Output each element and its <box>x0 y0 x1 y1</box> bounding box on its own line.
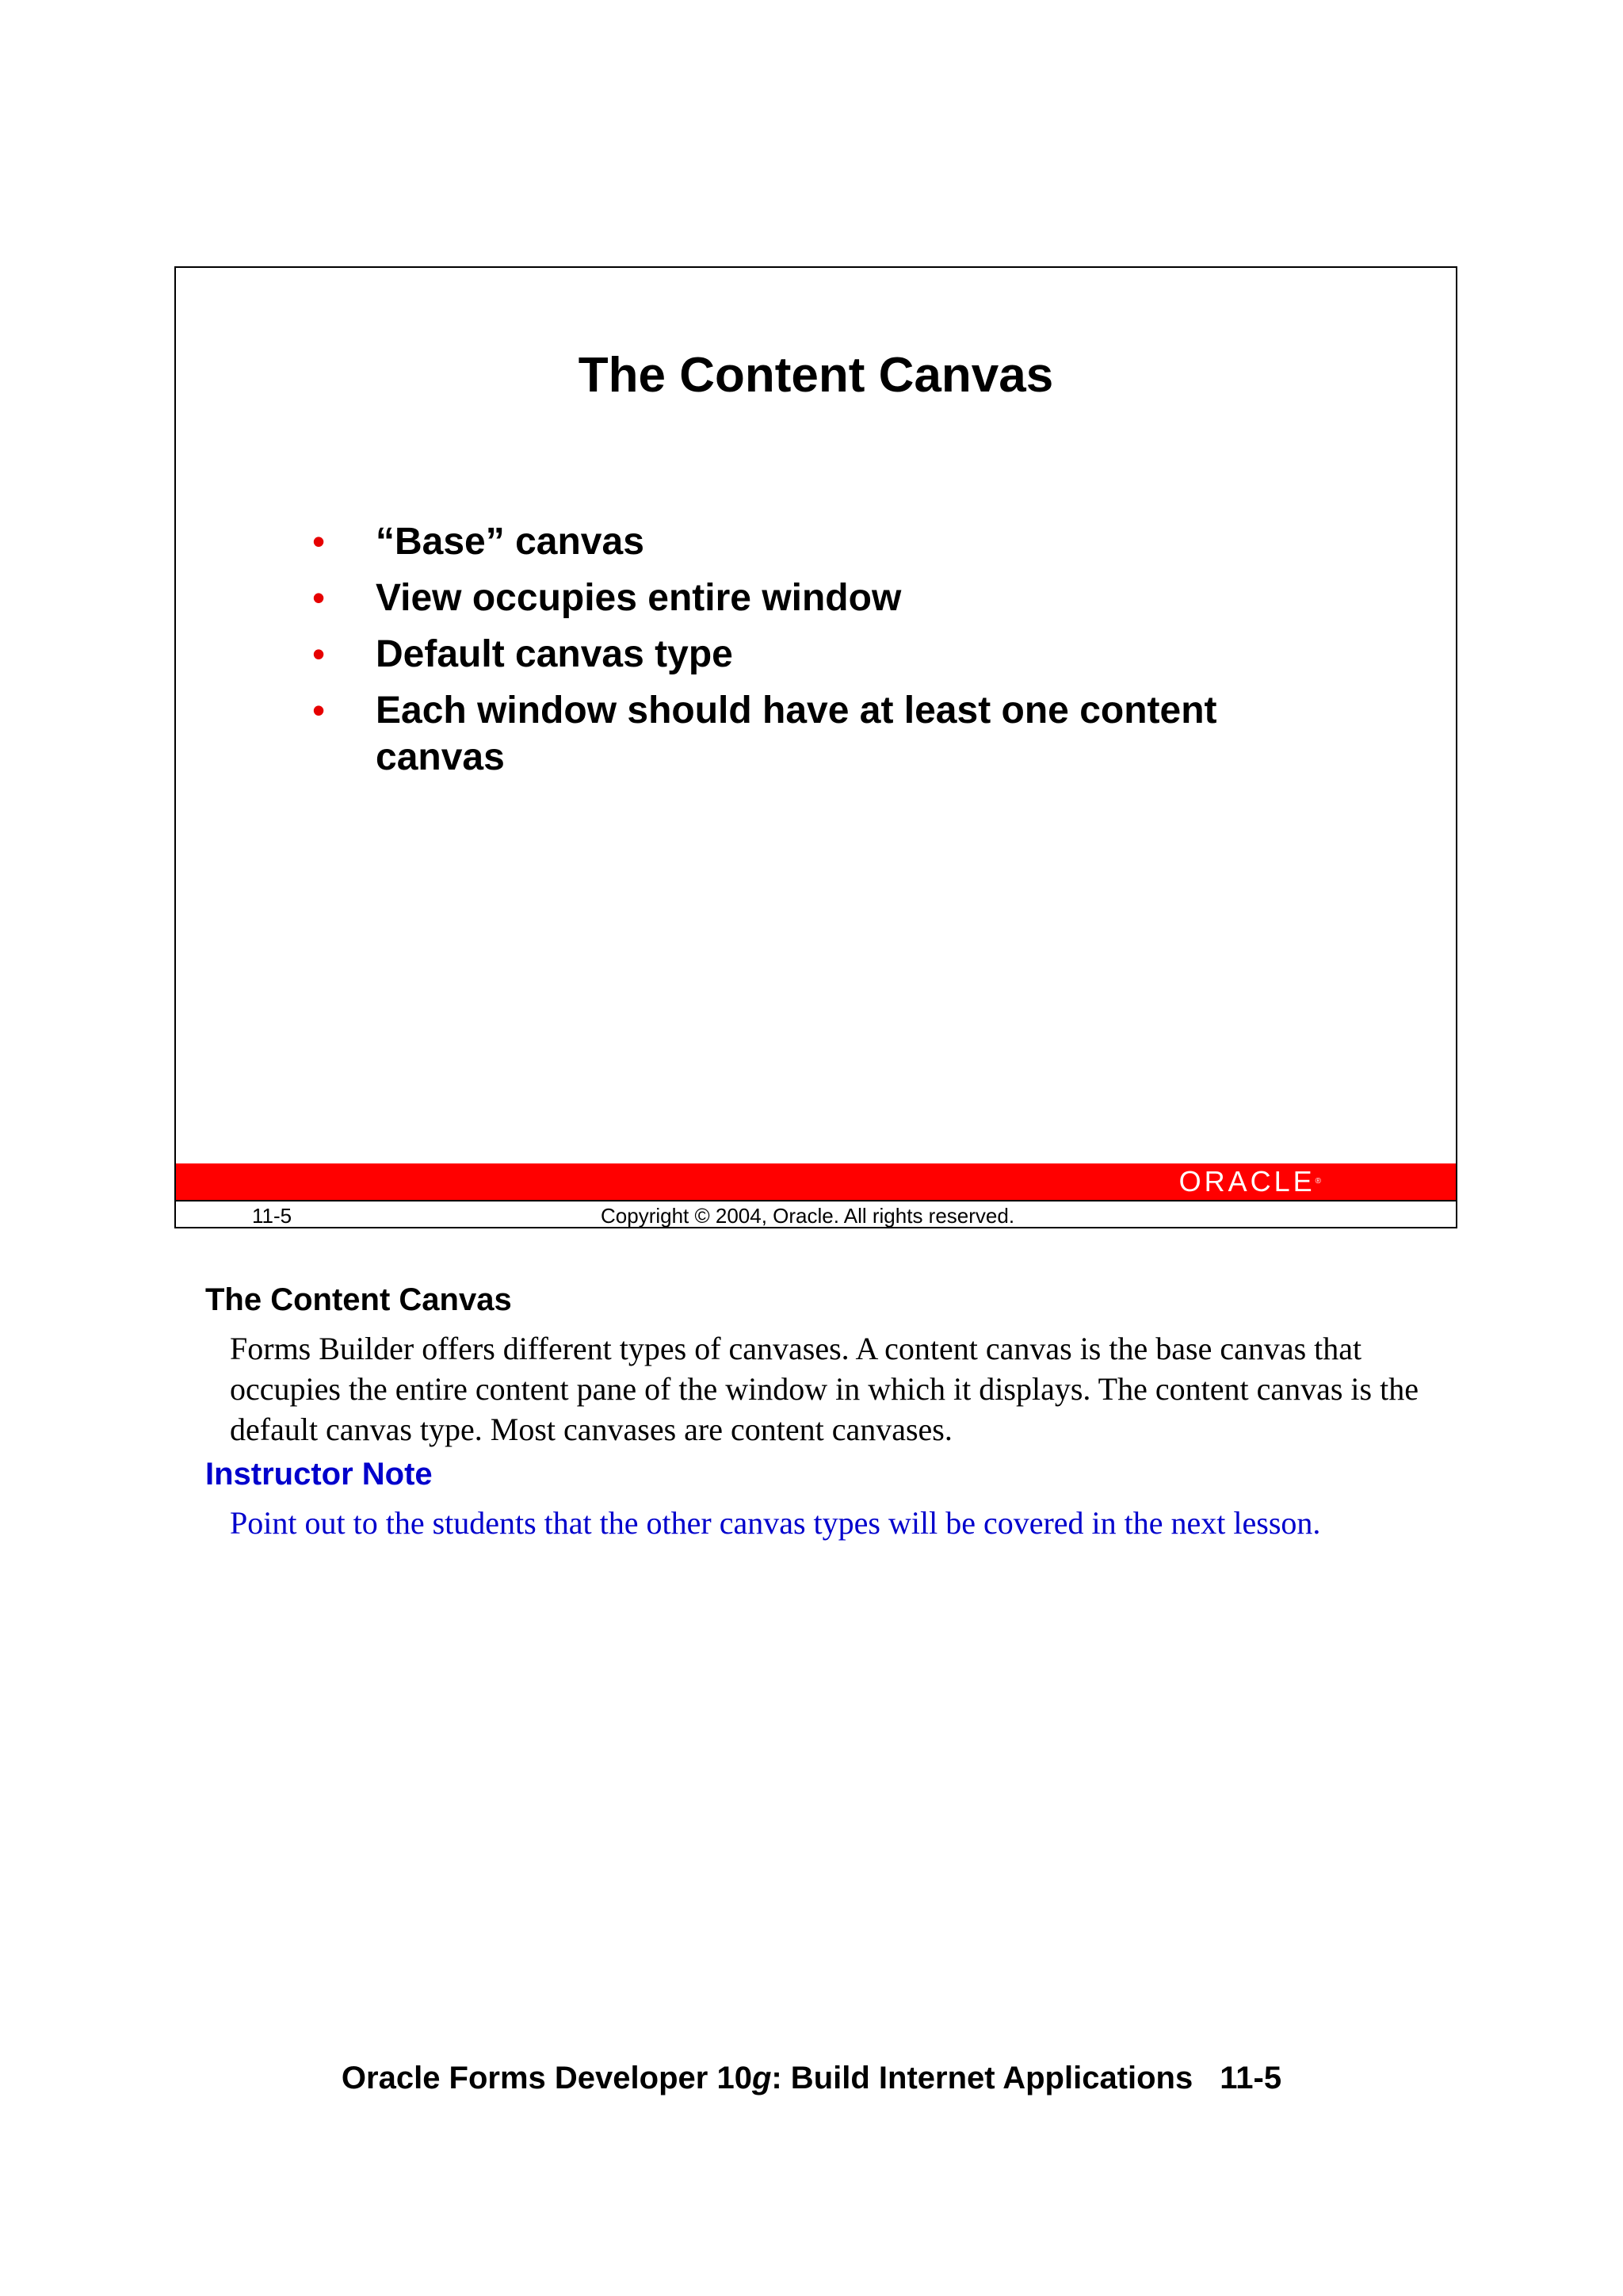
footer-title-italic: g <box>751 2061 772 2095</box>
bullet-list <box>312 518 1311 790</box>
slide-title: The Content Canvas <box>578 348 1054 403</box>
oracle-red-bar <box>176 1163 1456 1200</box>
bullet-item <box>312 575 1311 621</box>
bullet-marker: • <box>312 577 326 618</box>
footer-page-number: 11-5 <box>1220 2061 1282 2095</box>
bullet-text: Default canvas type <box>376 633 733 675</box>
slide-frame <box>174 266 1457 1228</box>
notes-body: Forms Builder offers different types of canvases. A content canvas is the base canvas that occupies the entire content pane of the window in which it displays. The content canvas is the default canvas type. Most canvases are content canvases. <box>230 1331 1419 1447</box>
instructor-note-heading: Instructor Note <box>205 1457 433 1492</box>
bullet-marker: • <box>312 633 326 674</box>
bullet-item <box>312 631 1311 678</box>
slide-copyright: Copyright © 2004, Oracle. All rights reserved. <box>601 1204 1015 1228</box>
footer-title-suffix: : Build Internet Applications <box>771 2061 1193 2095</box>
bullet-marker: • <box>312 521 326 562</box>
footer-title-prefix: Oracle Forms Developer 10 <box>341 2061 752 2095</box>
bullet-item <box>312 518 1311 565</box>
bullet-text: Each window should have at least one content canvas <box>376 690 1217 778</box>
bullet-text: View occupies entire window <box>376 577 902 619</box>
slide-footer <box>176 1200 1456 1228</box>
bullet-text: “Base” canvas <box>376 521 644 563</box>
bullet-item <box>312 687 1311 781</box>
oracle-logo-mark: ® <box>1315 1177 1321 1186</box>
notes-heading: The Content Canvas <box>205 1282 512 1317</box>
bullet-marker: • <box>312 690 326 731</box>
oracle-logo-text: ORACLE <box>1178 1165 1316 1198</box>
instructor-note-body: Point out to the students that the other canvas types will be covered in the next lesson. <box>230 1505 1321 1541</box>
oracle-logo <box>1179 1167 1321 1197</box>
page-footer <box>0 2061 1623 2096</box>
slide-number: 11-5 <box>252 1204 292 1228</box>
